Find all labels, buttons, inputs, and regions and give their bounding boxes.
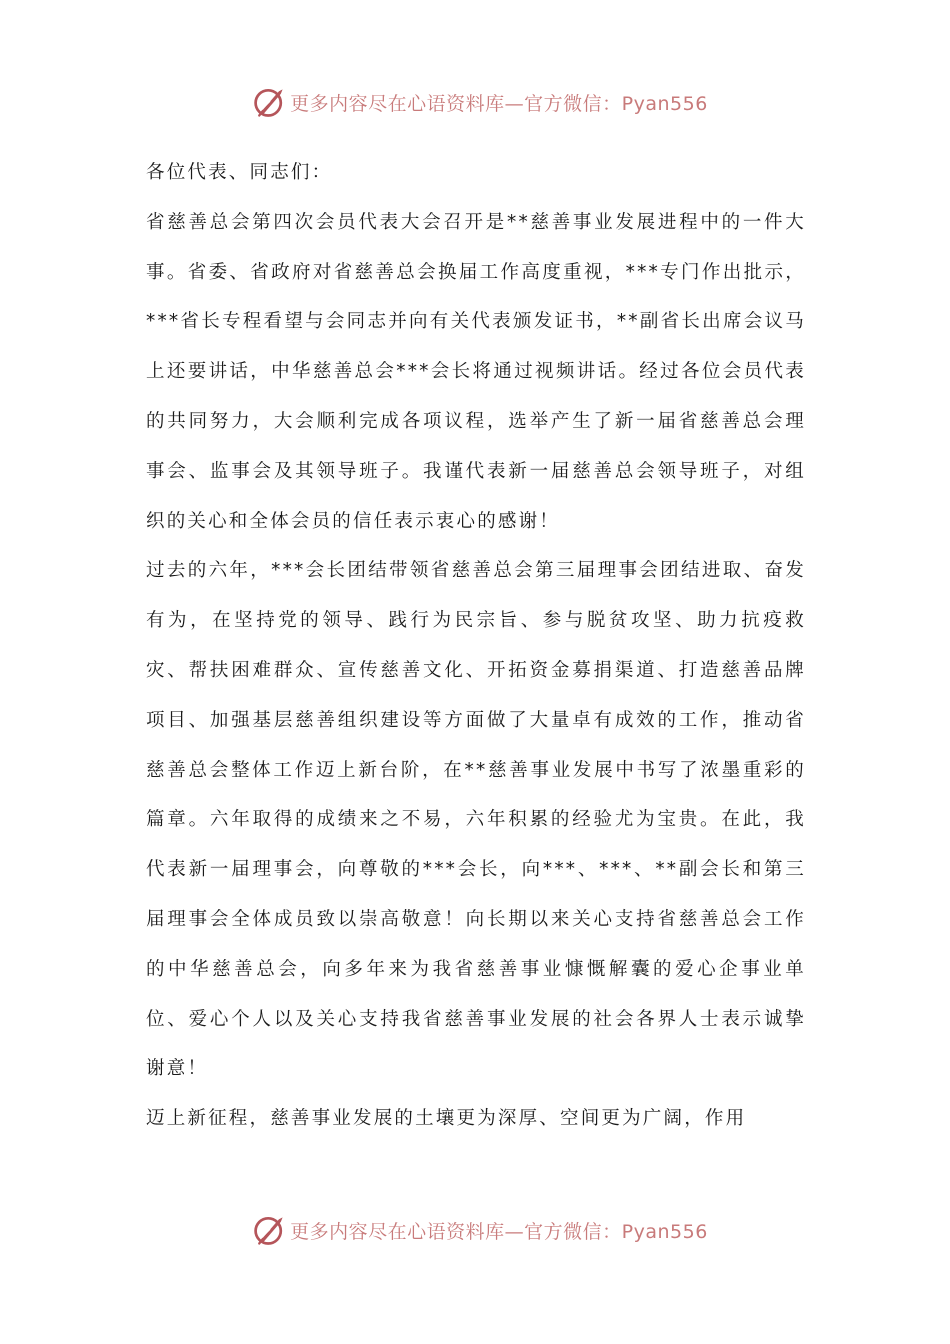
greeting-paragraph: 各位代表、同志们： [146, 162, 333, 183]
body-paragraph-2: 过去的六年，***会长团结带领省慈善总会第三届理事会团结进取、奋发有为，在坚持党的领导、践行为民宗旨、参与脱贫攻坚、助力抗疫救灾、帮扶困难群众、宣传慈善文化、开拓资金募捐渠道、打造慈善品牌项目、加强基层慈善组织建设等方面做了大量卓有成效的工作，推动省慈善总会整体工作迈上新台阶，在**慈善事业发展中书写了浓墨重彩的篇章。六年取得的成绩来之不易，六年积累的经验尤为宝贵。在此，我代表新一届理事会，向尊敬的***会长，向***、***、**副会长和第三届理事会全体成员致以崇高敬意！向长期以来关心支持省慈善总会工作的中华慈善总会，向多年来为我省慈善事业慷慨解囊的爱心企事业单位、爱心个人以及关心支持我省慈善事业发展的社会各界人士表示诚挚谢意！ [146, 560, 806, 1080]
header-banner-inner [252, 84, 708, 120]
quill-logo-icon [252, 1212, 288, 1248]
quill-logo-icon [252, 84, 288, 120]
document-body [146, 148, 806, 1144]
footer-banner-text [290, 1217, 708, 1244]
header-separator: — [504, 92, 525, 115]
body-paragraph-3: 迈上新征程，慈善事业发展的土壤更为深厚、空间更为广阔，作用 [146, 1108, 747, 1130]
footer-banner [0, 1210, 950, 1250]
footer-separator: — [504, 1220, 525, 1243]
footer-wechat: 官方微信：Pyan556 [524, 1220, 708, 1243]
footer-brand: 更多内容尽在心语资料库 [290, 1220, 505, 1243]
header-brand: 更多内容尽在心语资料库 [290, 92, 505, 115]
header-banner-text [290, 89, 708, 116]
footer-banner-inner [252, 1212, 708, 1248]
body-paragraph-1: 省慈善总会第四次会员代表大会召开是**慈善事业发展进程中的一件大事。省委、省政府对省慈善总会换届工作高度重视，***专门作出批示，***省长专程看望与会同志并向有关代表颁发证书，**副省长出席会议马上还要讲话，中华慈善总会***会长将通过视频讲话。经过各位会员代表的共同努力，大会顺利完成各项议程，选举产生了新一届省慈善总会理事会、监事会及其领导班子。我谨代表新一届慈善总会领导班子，对组织的关心和全体会员的信任表示衷心的感谢！ [146, 211, 806, 532]
header-wechat: 官方微信：Pyan556 [524, 92, 708, 115]
header-banner [0, 82, 950, 122]
